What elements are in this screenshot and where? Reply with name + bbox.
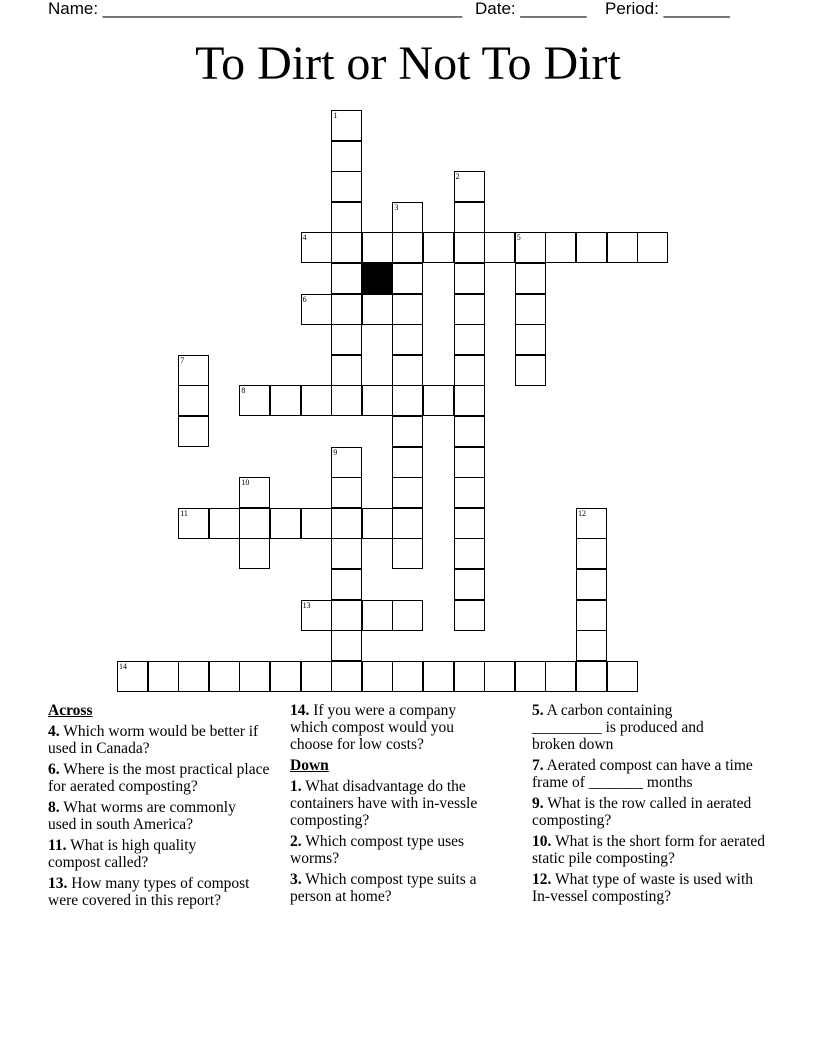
grid-cell[interactable]	[362, 232, 393, 263]
grid-cell[interactable]	[331, 294, 362, 325]
black-square	[362, 263, 393, 294]
grid-cell[interactable]	[148, 661, 179, 692]
grid-cell[interactable]	[454, 232, 485, 263]
grid-cell[interactable]	[454, 538, 485, 569]
grid-cell[interactable]	[178, 661, 209, 692]
clue-number: 13	[302, 600, 311, 610]
clue-number: 7	[180, 355, 185, 365]
grid-cell[interactable]	[515, 355, 546, 386]
grid-cell[interactable]	[362, 385, 393, 416]
grid-cell[interactable]	[362, 294, 393, 325]
clue-number: 1	[333, 111, 338, 120]
grid-cell[interactable]	[392, 477, 423, 508]
grid-cell[interactable]	[392, 294, 423, 325]
clue-number: 6	[302, 294, 307, 304]
grid-cell[interactable]	[454, 355, 485, 386]
clue-number: 9	[333, 447, 338, 457]
across-clue-14: 14. If you were a company which compost would you choose for low costs?	[290, 702, 457, 753]
grid-cell[interactable]	[454, 385, 485, 416]
clues-column-1	[48, 700, 273, 913]
grid-cell[interactable]	[423, 232, 454, 263]
clue-number: 3	[394, 202, 399, 212]
grid-cell[interactable]	[392, 447, 423, 478]
across-clue-11: 11. What is high quality compost called?	[48, 837, 197, 871]
down-clue-10: 10. What is the short form for aerated static pile composting?	[532, 833, 766, 867]
down-clue-7: 7. Aerated compost can have a time frame of _______ months	[532, 757, 753, 791]
grid-cell[interactable]	[454, 661, 485, 692]
clue-number: 11	[180, 508, 188, 518]
grid-cell[interactable]	[331, 385, 362, 416]
grid-cell[interactable]	[362, 600, 393, 631]
clue-number: 5	[516, 233, 521, 243]
grid-cell[interactable]	[576, 508, 607, 539]
across-clue-13: 13. How many types of compost were covered in this report?	[48, 875, 250, 909]
grid-cell[interactable]	[239, 661, 270, 692]
grid-cell[interactable]	[239, 508, 270, 539]
grid-cell[interactable]	[331, 661, 362, 692]
grid-cell[interactable]	[331, 141, 362, 172]
grid-cell[interactable]	[331, 477, 362, 508]
down-clue-2: 2. Which compost type uses worms?	[290, 833, 465, 867]
grid-cell[interactable]	[392, 355, 423, 386]
grid-cell[interactable]	[301, 385, 332, 416]
grid-cell[interactable]	[392, 263, 423, 294]
grid-cell[interactable]	[576, 630, 607, 661]
grid-cell[interactable]	[239, 385, 270, 416]
across-clue-4: 4. Which worm would be better if used in Canada?	[48, 723, 259, 757]
grid-cell[interactable]	[454, 324, 485, 355]
down-clue-1: 1. What disadvantage do the containers have with in-vessle composting?	[290, 778, 478, 829]
puzzle-title: To Dirt or Not To Dirt	[195, 37, 621, 90]
grid-cell[interactable]	[484, 661, 515, 692]
grid-cell[interactable]	[301, 508, 332, 539]
date-field-label: Date: _______	[475, 0, 587, 18]
grid-cell[interactable]	[239, 538, 270, 569]
grid-cell[interactable]	[392, 385, 423, 416]
grid-cell[interactable]	[515, 324, 546, 355]
name-field-label: Name: ______________________________________	[48, 0, 463, 18]
grid-cell[interactable]	[362, 661, 393, 692]
grid-cell[interactable]	[576, 538, 607, 569]
clues-column-3	[532, 700, 768, 909]
clue-number: 10	[241, 478, 250, 488]
grid-cell[interactable]	[301, 294, 332, 325]
grid-cell[interactable]	[331, 324, 362, 355]
grid-cell[interactable]	[576, 232, 607, 263]
grid-cell[interactable]	[515, 294, 546, 325]
grid-cell[interactable]	[392, 600, 423, 631]
grid-cell[interactable]	[454, 600, 485, 631]
grid-cell[interactable]	[392, 232, 423, 263]
grid-cell[interactable]	[331, 263, 362, 294]
grid-cell[interactable]	[515, 232, 546, 263]
across-heading: Across	[48, 702, 93, 719]
grid-cell[interactable]	[239, 477, 270, 508]
grid-cell[interactable]	[331, 569, 362, 600]
across-clue-8: 8. What worms are commonly used in south America?	[48, 799, 236, 833]
grid-cell[interactable]	[576, 569, 607, 600]
grid-cell[interactable]	[331, 538, 362, 569]
grid-cell[interactable]	[178, 508, 209, 539]
clue-number: 14	[119, 661, 127, 671]
grid-cell[interactable]	[331, 600, 362, 631]
grid-cell[interactable]	[270, 508, 301, 539]
grid-cell[interactable]	[117, 661, 148, 692]
grid-cell[interactable]	[270, 385, 301, 416]
grid-cell[interactable]	[331, 630, 362, 661]
grid-cell[interactable]	[392, 324, 423, 355]
grid-cell[interactable]	[301, 232, 332, 263]
grid-cell[interactable]	[209, 661, 240, 692]
grid-cell[interactable]	[423, 385, 454, 416]
grid-cell[interactable]	[454, 569, 485, 600]
grid-cell[interactable]	[454, 508, 485, 539]
grid-cell[interactable]	[454, 171, 485, 202]
period-field-label: Period: _______	[605, 0, 730, 18]
grid-cell[interactable]	[301, 600, 332, 631]
grid-cell[interactable]	[331, 232, 362, 263]
clues-column-2	[290, 700, 515, 909]
grid-cell[interactable]	[331, 171, 362, 202]
grid-cell[interactable]	[637, 232, 668, 263]
grid-cell[interactable]	[392, 508, 423, 539]
grid-cell[interactable]	[423, 661, 454, 692]
grid-cell[interactable]	[454, 202, 485, 233]
grid-cell[interactable]	[178, 385, 209, 416]
grid-cell[interactable]	[484, 232, 515, 263]
grid-cell[interactable]	[331, 508, 362, 539]
grid-cell[interactable]	[454, 294, 485, 325]
grid-cell[interactable]	[362, 508, 393, 539]
grid-cell[interactable]	[607, 661, 638, 692]
grid-cell[interactable]	[515, 661, 546, 692]
grid-cell[interactable]	[545, 661, 576, 692]
across-clue-6: 6. Where is the most practical place for aerated composting?	[48, 761, 270, 795]
grid-cell[interactable]	[576, 600, 607, 631]
grid-cell[interactable]	[392, 202, 423, 233]
grid-cell[interactable]	[607, 232, 638, 263]
grid-cell[interactable]	[301, 661, 332, 692]
clue-number: 4	[302, 233, 307, 243]
grid-cell[interactable]	[209, 508, 240, 539]
down-heading: Down	[290, 757, 329, 774]
grid-cell[interactable]	[178, 355, 209, 386]
grid-cell[interactable]	[331, 355, 362, 386]
grid-cell[interactable]	[392, 538, 423, 569]
grid-cell[interactable]	[454, 477, 485, 508]
grid-cell[interactable]	[331, 202, 362, 233]
grid-cell[interactable]	[331, 447, 362, 478]
grid-cell[interactable]	[515, 263, 546, 294]
clue-number: 2	[455, 172, 460, 182]
grid-cell[interactable]	[178, 416, 209, 447]
grid-cell[interactable]	[576, 661, 607, 692]
grid-cell[interactable]	[545, 232, 576, 263]
clue-number: 12	[578, 508, 586, 518]
grid-cell[interactable]	[454, 416, 485, 447]
down-clue-9: 9. What is the row called in aerated composting?	[532, 795, 752, 829]
grid-cell[interactable]	[454, 447, 485, 478]
grid-cell[interactable]	[392, 416, 423, 447]
grid-cell[interactable]	[392, 661, 423, 692]
grid-cell[interactable]	[331, 110, 362, 141]
grid-cell[interactable]	[454, 263, 485, 294]
down-clue-5: 5. A carbon containing _________ is produced and broken down	[532, 702, 704, 753]
down-clue-3: 3. Which compost type suits a person at home?	[290, 871, 477, 905]
down-clue-12: 12. What type of waste is used with In-vessel composting?	[532, 871, 753, 905]
grid-cell[interactable]	[270, 661, 301, 692]
clue-number: 8	[241, 386, 246, 396]
